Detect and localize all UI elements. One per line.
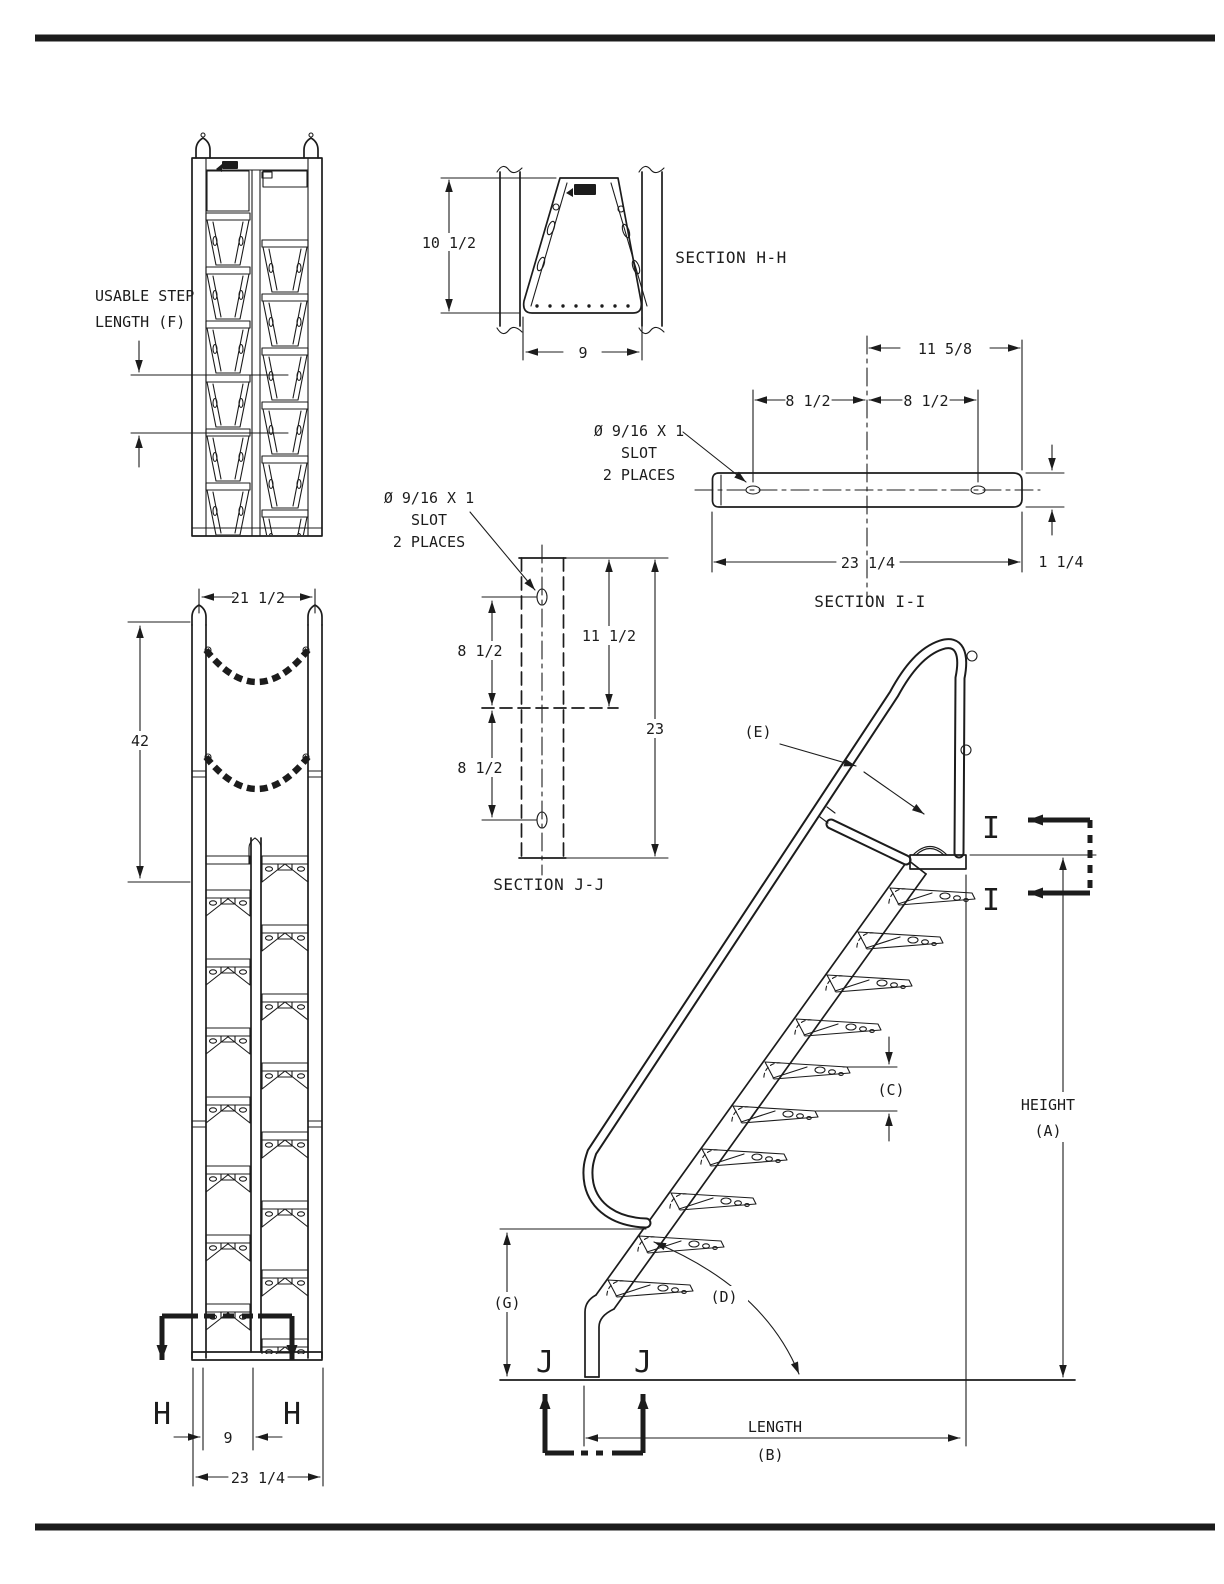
cut-label-h-right: H [282,1397,302,1432]
ii-slot-note-3: 2 PLACES [602,466,676,484]
label-d: (D) [710,1288,738,1306]
length-label: LENGTH [747,1418,803,1436]
dim-ii-right: 8 1/2 [903,392,949,410]
cut-label-j-left: J [535,1345,555,1380]
cut-label-h-left: H [152,1397,172,1432]
dim-jj-lower: 8 1/2 [457,759,503,777]
dim-ii-left: 8 1/2 [785,392,831,410]
section-jj-view [384,489,670,894]
height-label: HEIGHT [1020,1096,1076,1114]
plan-treads [206,213,308,562]
label-e: (E) [744,723,772,741]
label-g: (G) [493,1294,521,1312]
jj-slot-note-1: Ø 9/16 X 1 [383,489,475,507]
dim-ii-overall: 23 1/4 [840,554,896,572]
tread-plate [524,178,642,313]
dim-jj-upper: 8 1/2 [457,642,503,660]
dim-ii-center-right: 11 5/8 [917,340,973,358]
plan-view [95,133,322,562]
dim-ii-thickness: 1 1/4 [1038,553,1084,571]
section-hh-view [421,166,787,362]
safety-chain-upper [206,650,308,682]
side-treads [607,888,975,1298]
dim-front-rail-span: 21 1/2 [230,589,286,607]
brand-mark [574,184,596,195]
dim-hh-width: 9 [578,344,588,362]
safety-chain-lower [206,757,308,789]
label-c: (C) [877,1081,905,1099]
front-view [124,589,323,1487]
dim-front-rail-height: 42 [130,732,150,750]
cut-label-j-right: J [633,1345,653,1380]
section-ii-view [594,336,1084,611]
jj-slot-note-2: SLOT [410,511,448,529]
dim-jj-top: 11 1/2 [581,627,637,645]
section-jj-title: SECTION J-J [493,875,605,894]
dim-jj-overall: 23 [645,720,665,738]
front-treads [206,856,308,1365]
height-ref: (A) [1034,1122,1062,1140]
section-cut-h [153,1316,301,1432]
section-hh-title: SECTION H-H [675,248,787,267]
usable-step-label-2: LENGTH (F) [95,313,186,331]
ii-slot-note-2: SLOT [620,444,658,462]
dim-front-step-width: 9 [223,1429,233,1447]
ii-slot-note-1: Ø 9/16 X 1 [593,422,685,440]
section-cut-i [982,811,1090,918]
section-cut-j [536,1345,652,1453]
jj-slot-note-3: 2 PLACES [392,533,466,551]
cut-label-i-top: I [981,811,1001,846]
section-ii-title: SECTION I-I [814,592,926,611]
dim-front-overall-width: 23 1/4 [230,1469,286,1487]
usable-step-label-1: USABLE STEP [95,287,195,305]
side-view [487,644,1096,1464]
length-ref: (B) [756,1446,784,1464]
brand-mark [222,161,238,169]
chain-hook-upper [967,651,977,661]
dim-hh-depth: 10 1/2 [421,234,477,252]
cut-label-i-bottom: I [981,883,1001,918]
